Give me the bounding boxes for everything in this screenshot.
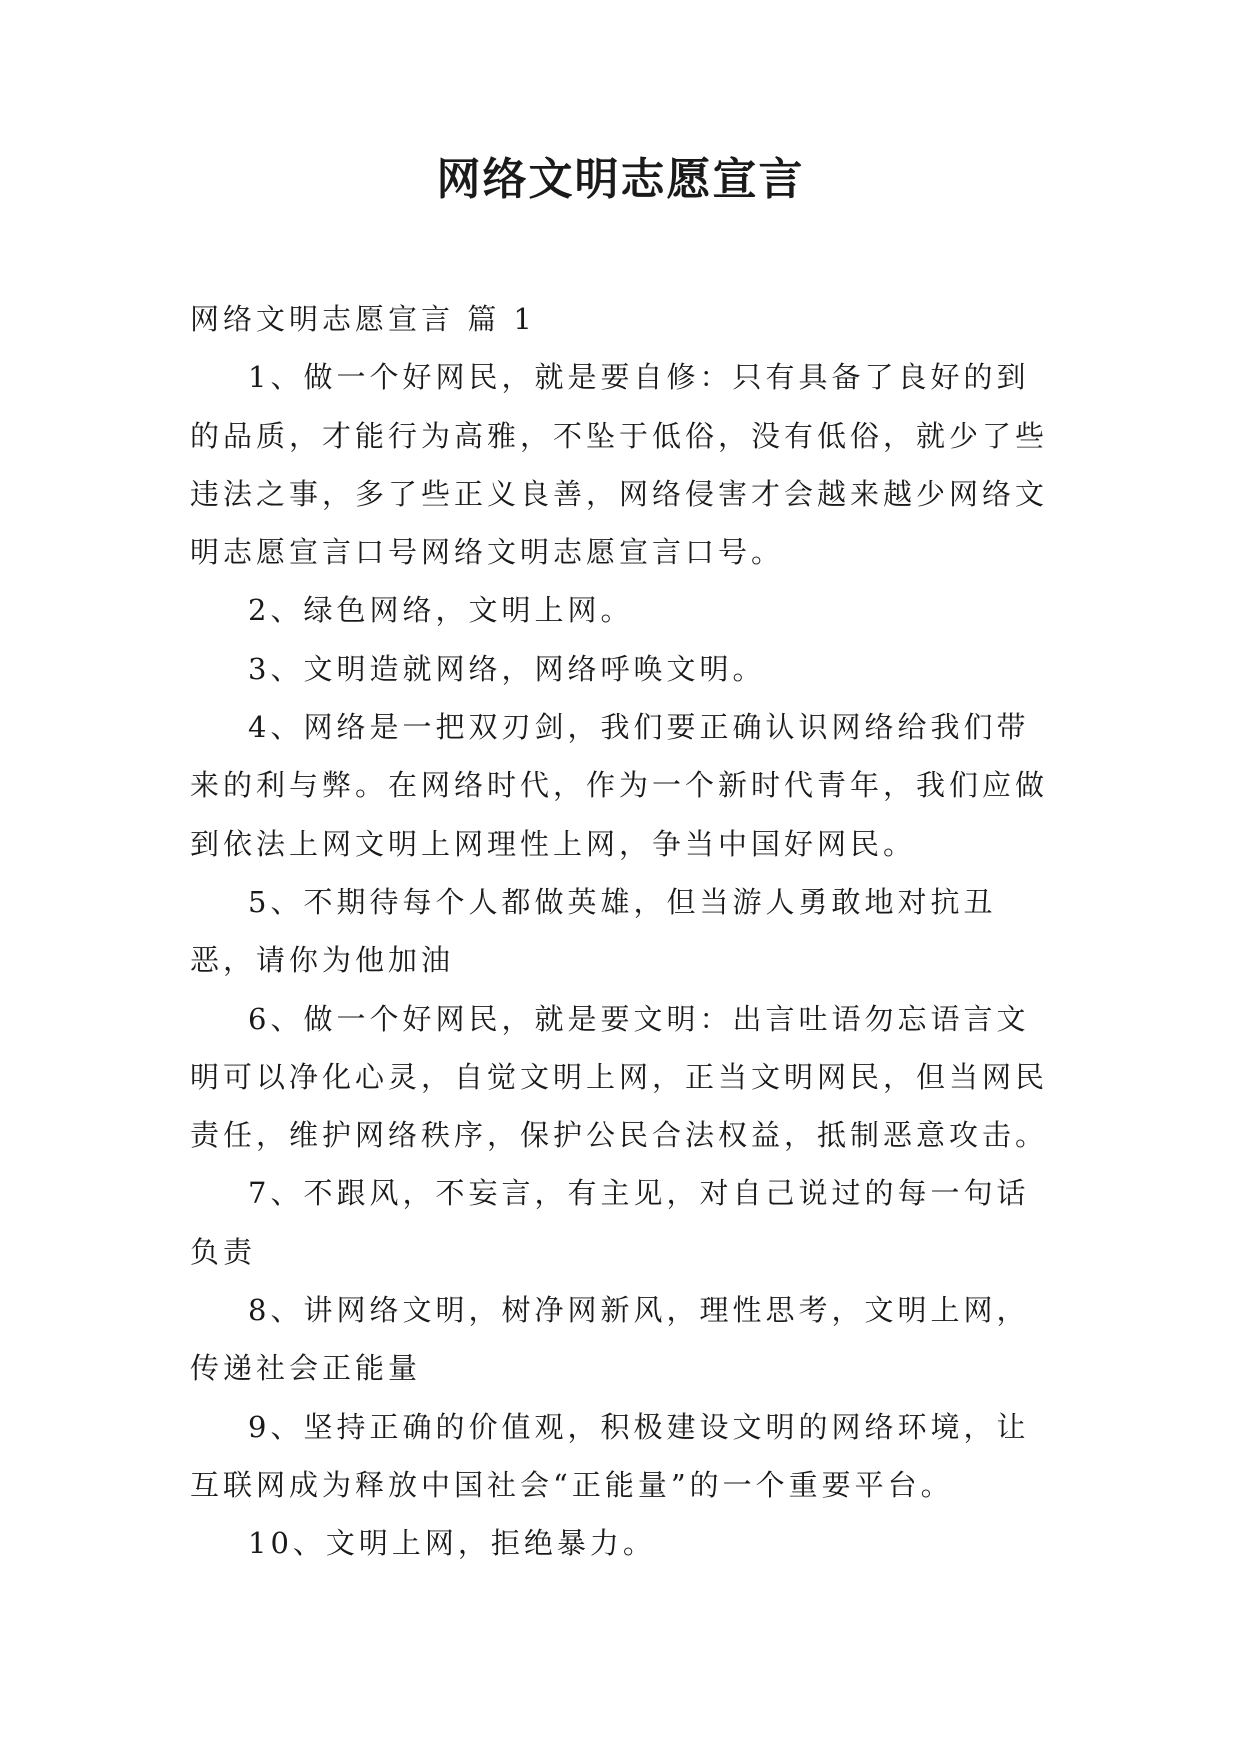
declaration-item-2: 2、绿色网络，文明上网。 xyxy=(248,593,634,628)
declaration-item-10: 10、文明上网，拒绝暴力。 xyxy=(248,1526,656,1561)
declaration-item-9: 9、坚持正确的价值观，积极建设文明的网络环境，让互联网成为释放中国社会“正能量”的一个重要平台。 xyxy=(190,1409,1030,1502)
declaration-item-7: 7、不跟风，不妄言，有主见，对自己说过的每一句话负责 xyxy=(190,1176,1030,1269)
declaration-item-8: 8、讲网络文明，树净网新风，理性思考，文明上网，传递社会正能量 xyxy=(190,1293,1030,1386)
declaration-item-6: 6、做一个好网民，就是要文明：出言吐语勿忘语言文明可以净化心灵，自觉文明上网，正当文明网民，但当网民责任，维护网络秩序，保护公民合法权益，抵制恶意攻击。 xyxy=(190,1001,1049,1153)
document-body xyxy=(190,290,1050,1573)
declaration-item-1: 1、做一个好网民，就是要自修：只有具备了良好的到的品质，才能行为高雅，不坠于低俗，没有低俗，就少了些违法之事，多了些正义良善，网络侵害才会越来越少网络文明志愿宣言口号网络文明志愿宣言口号。 xyxy=(190,360,1049,570)
declaration-item-5: 5、不期待每个人都做英雄，但当游人勇敢地对抗丑恶，请你为他加油 xyxy=(190,884,997,978)
declaration-item-3: 3、文明造就网络，网络呼唤文明。 xyxy=(248,651,766,686)
section-heading: 网络文明志愿宣言 篇 1 xyxy=(190,302,536,336)
declaration-item-4: 4、网络是一把双刃剑，我们要正确认识网络给我们带来的利与弊。在网络时代，作为一个新时代青年，我们应做到依法上网文明上网理性上网，争当中国好网民。 xyxy=(190,710,1049,861)
document-title: 网络文明志愿宣言 xyxy=(436,154,805,205)
